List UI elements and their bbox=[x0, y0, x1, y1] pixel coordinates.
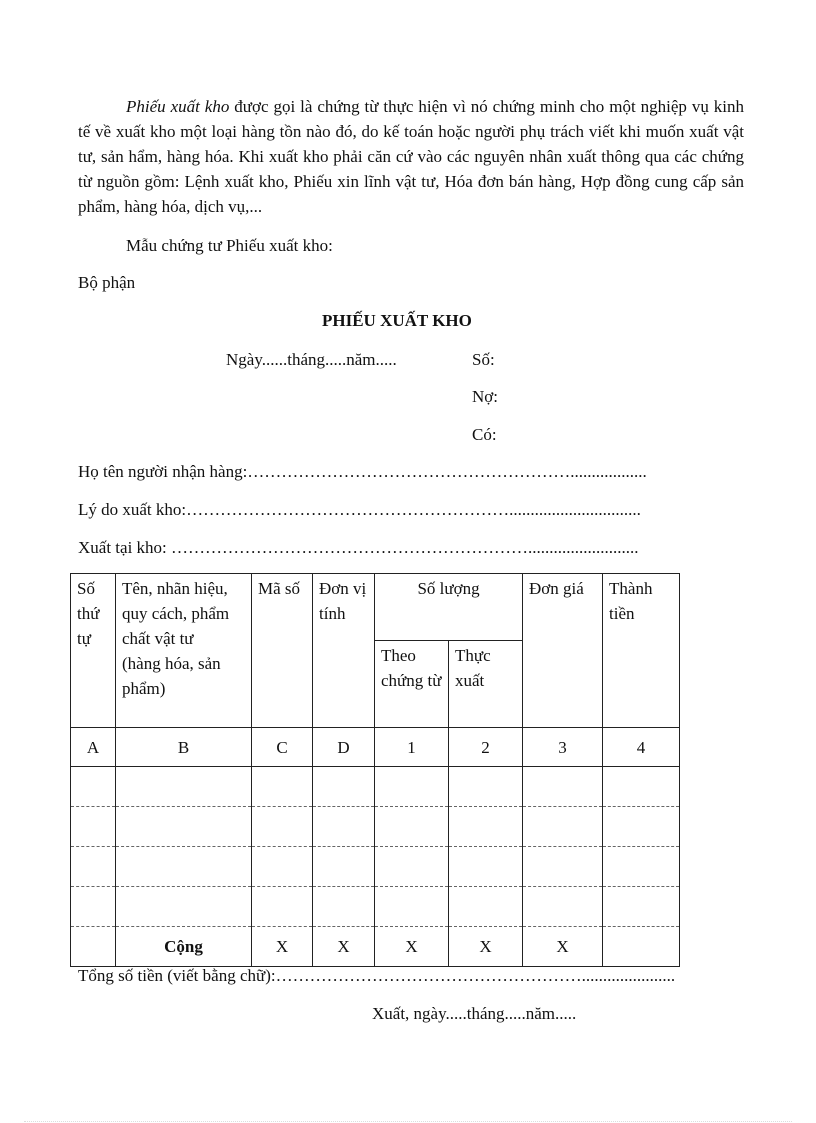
header-price: Đơn giá bbox=[523, 574, 603, 728]
code-d: D bbox=[313, 728, 375, 767]
code-3: 3 bbox=[523, 728, 603, 767]
header-name bbox=[116, 574, 252, 728]
total-qty-doc: X bbox=[375, 927, 449, 967]
date-line: Ngày......tháng.....năm..... bbox=[226, 350, 397, 369]
receiver-field: Họ tên người nhận hàng:………………………………………………….................. bbox=[78, 462, 647, 481]
department-label: Bộ phận bbox=[78, 273, 136, 292]
header-qty-doc: Theo chứng từ bbox=[375, 641, 449, 728]
header-quantity: Số lượng bbox=[375, 574, 523, 641]
total-qty-actual: X bbox=[449, 927, 523, 967]
header-name-main: Tên, nhãn hiệu, quy cách, phẩm chất vật tư bbox=[122, 579, 230, 648]
reason-field: Lý do xuất kho:…………………………………………………............................... bbox=[78, 500, 641, 519]
header-name-sub: (hàng hóa, sản phẩm) bbox=[122, 654, 221, 698]
code-a: A bbox=[71, 728, 116, 767]
header-qty-actual: Thực xuất bbox=[449, 641, 523, 728]
so-label: Số: bbox=[472, 350, 495, 369]
intro-paragraph bbox=[78, 94, 744, 219]
header-unit: Đơn vị tính bbox=[313, 574, 375, 728]
co-label: Có: bbox=[472, 425, 497, 444]
issue-table bbox=[70, 573, 680, 967]
total-unit: X bbox=[313, 927, 375, 967]
signature-date: Xuất, ngày.....tháng.....năm..... bbox=[372, 1004, 577, 1023]
total-price: X bbox=[523, 927, 603, 967]
header-stt: Số thứ tự bbox=[71, 574, 116, 728]
header-code: Mã số bbox=[252, 574, 313, 728]
code-1: 1 bbox=[375, 728, 449, 767]
total-in-words: Tổng số tiền (viết bằng chữ):………………………………………………...................... bbox=[78, 966, 676, 985]
total-label: Cộng bbox=[116, 927, 252, 967]
code-4: 4 bbox=[603, 728, 680, 767]
header-amount: Thành tiền bbox=[603, 574, 680, 728]
table-row bbox=[71, 847, 680, 887]
intro-term: Phiếu xuất kho bbox=[126, 97, 230, 116]
form-title: PHIẾU XUẤT KHO bbox=[322, 311, 472, 330]
no-label: Nợ: bbox=[472, 387, 498, 406]
template-caption: Mẫu chứng tư Phiếu xuất kho: bbox=[126, 236, 333, 255]
table-row bbox=[71, 807, 680, 847]
total-code: X bbox=[252, 927, 313, 967]
code-2: 2 bbox=[449, 728, 523, 767]
code-c: C bbox=[252, 728, 313, 767]
code-b: B bbox=[116, 728, 252, 767]
table-row bbox=[71, 767, 680, 807]
intro-text: được gọi là chứng từ thực hiện vì nó chứng minh cho một nghiệp vụ kinh tế về xuất kho một loại hàng tồn nào đó, do kế toán hoặc người phụ trách viết khi muốn xuất vật tư, sản hẩm, hàng hóa. Khi xuất kho phải căn cứ vào các nguyên nhân xuất thông qua các chứng từ nguồn gồm: Lệnh xuất kho, Phiếu xin lĩnh vật tư, Hóa đơn bán hàng, Hợp đồng cung cấp sản phẩm, hàng hóa, dịch vụ,... bbox=[78, 97, 745, 216]
table-row bbox=[71, 887, 680, 927]
page-edge-divider bbox=[24, 1121, 792, 1122]
warehouse-field: Xuất tại kho: ……………………………………………………….......................... bbox=[78, 538, 639, 557]
total-row bbox=[71, 927, 680, 967]
